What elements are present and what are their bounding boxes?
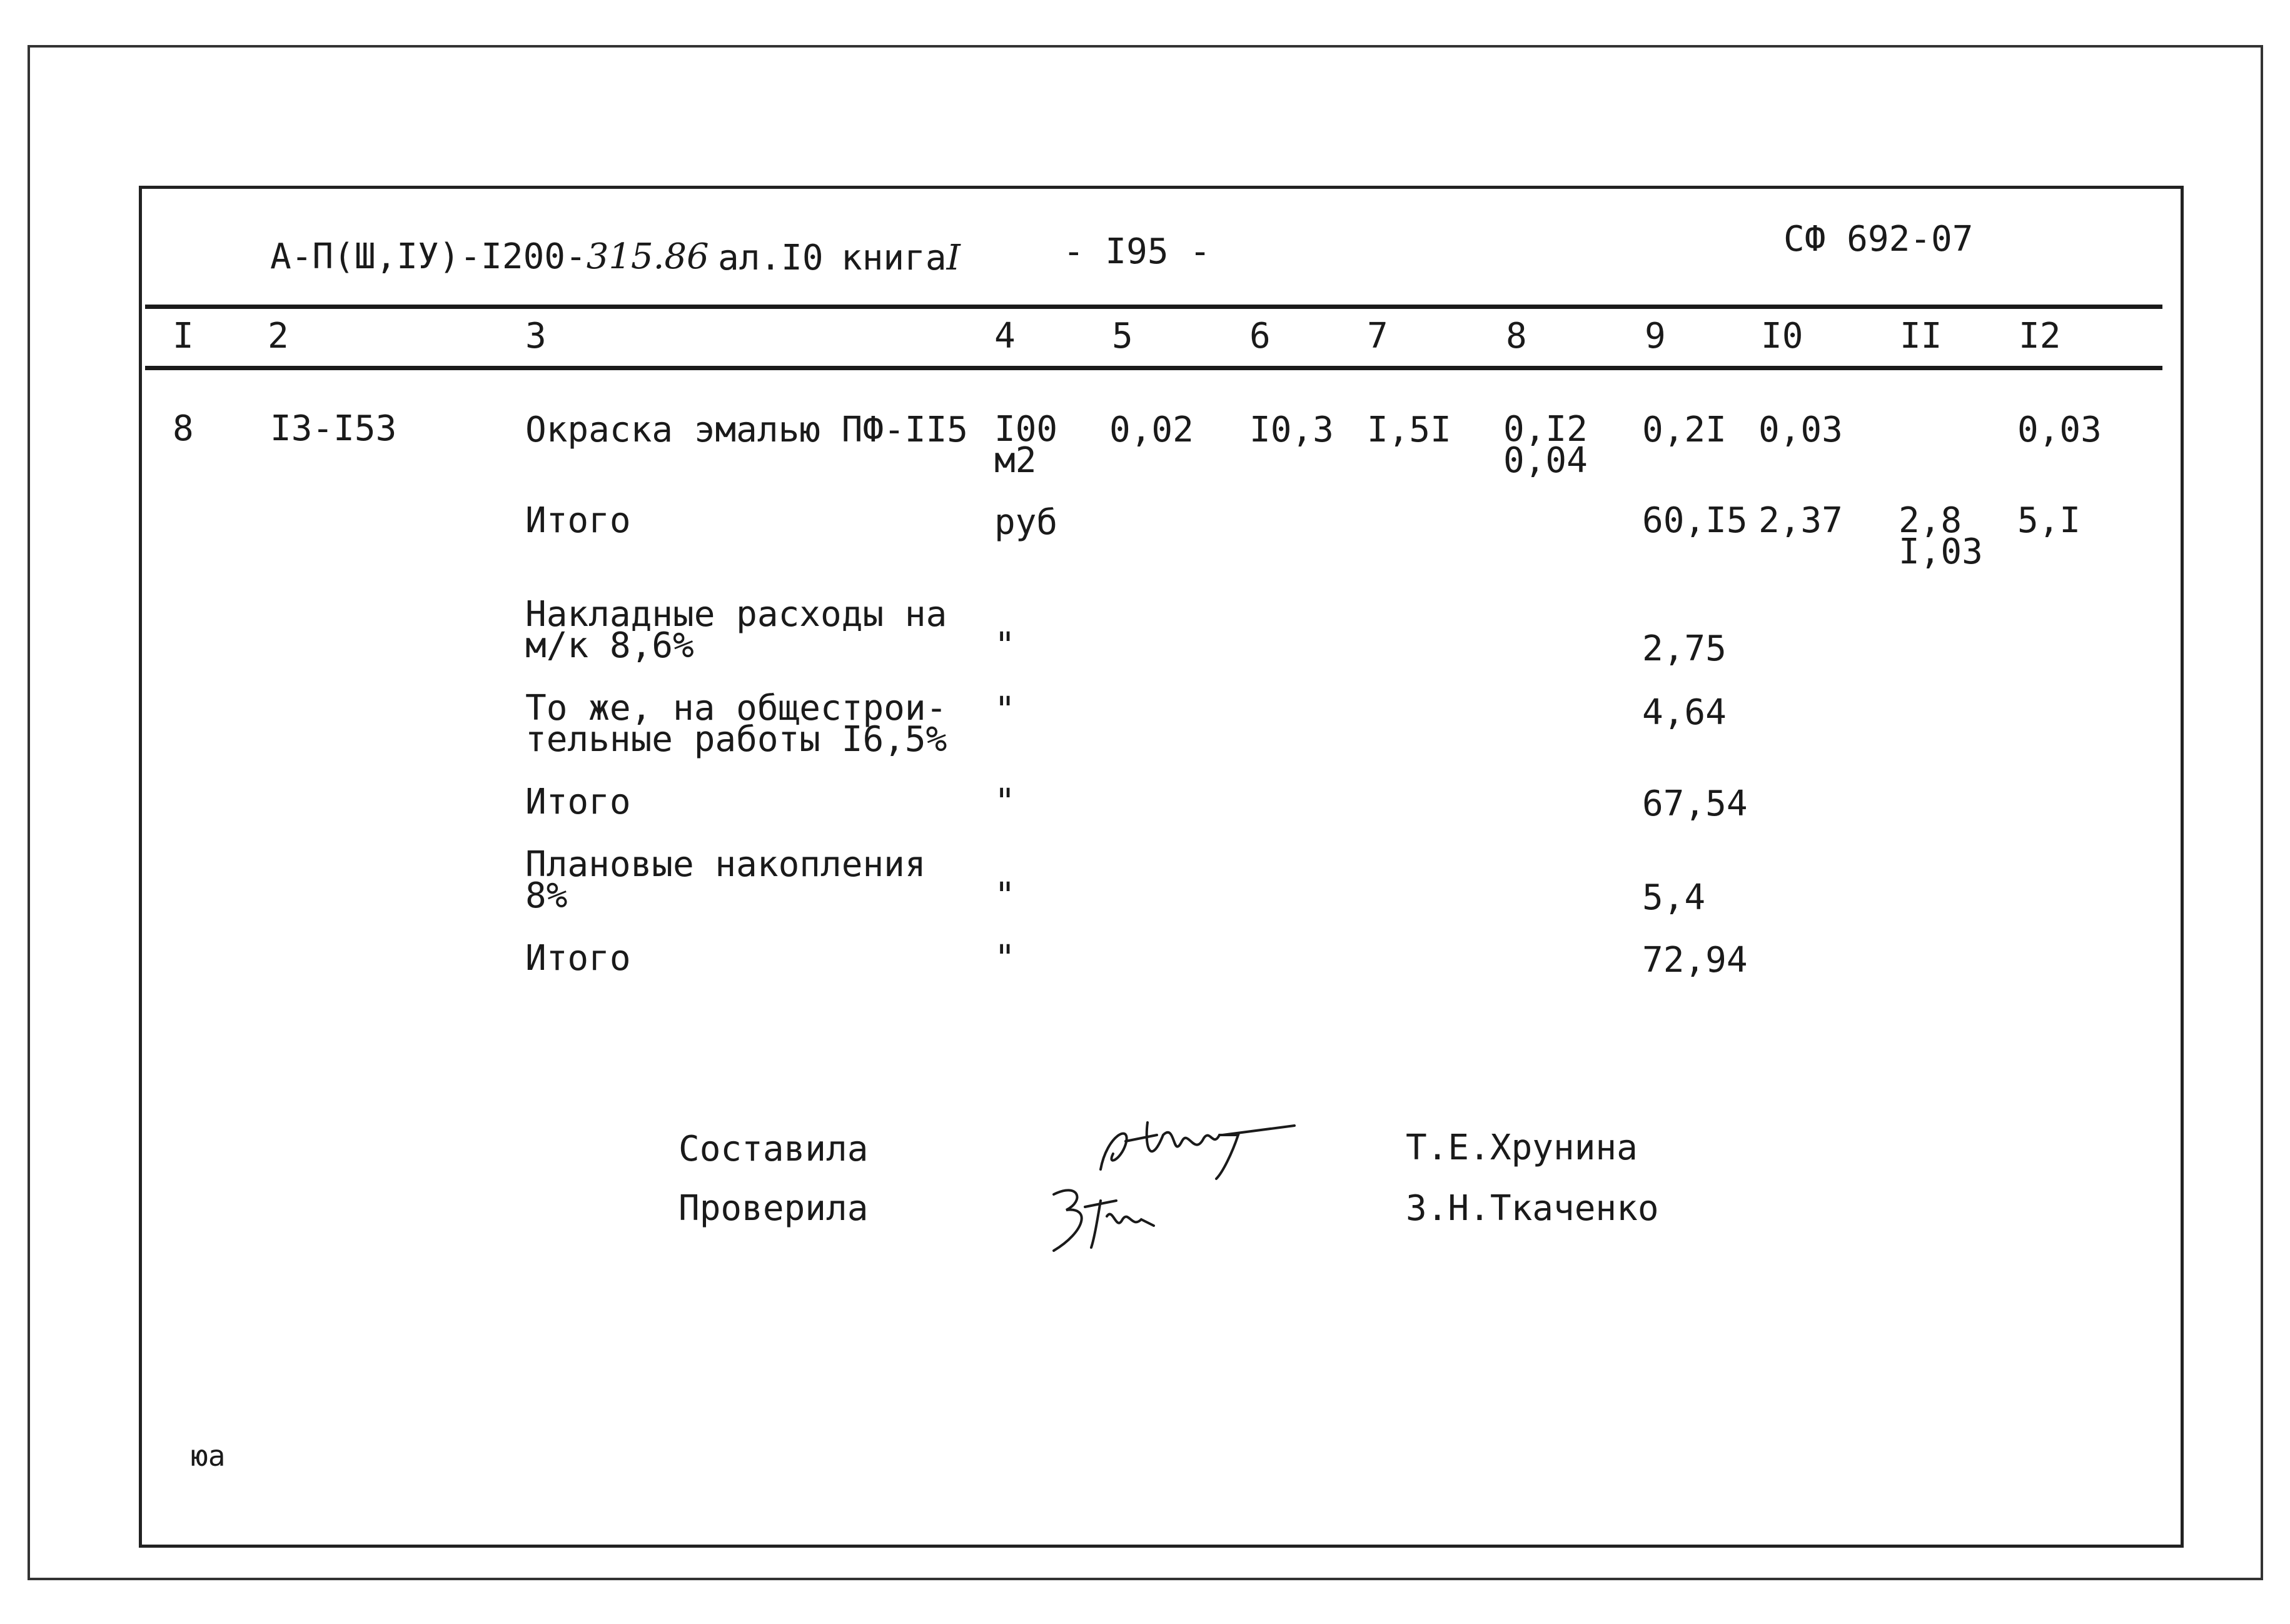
unit-line-1: I00 (994, 409, 1058, 450)
cell-col8-line-2: 0,04 (1503, 440, 1588, 481)
work-name-line-1: То же, на общестрои- (525, 688, 947, 729)
book-label: книга (841, 238, 947, 278)
work-name: Итого (525, 938, 631, 979)
unit-cell: " (994, 782, 1016, 822)
cell-col8-line-1: 0,I2 (1503, 409, 1588, 450)
header-rule-top (145, 305, 2162, 309)
book-number-handwritten: I (946, 238, 961, 278)
cell-col9: 4,64 (1642, 692, 1727, 733)
page-number: - I95 - (1063, 231, 1211, 272)
book-number (841, 238, 961, 278)
checked-by-name: З.Н.Ткаченко (1406, 1188, 1659, 1229)
col-header-6: 6 (1249, 316, 1271, 356)
col-header-2: 2 (268, 316, 289, 356)
col-header-5: 5 (1112, 316, 1133, 356)
document-code-handwritten: 315.86 (586, 236, 709, 277)
work-name: Итого (525, 500, 631, 541)
col-header-3: 3 (525, 316, 547, 356)
document-code (270, 236, 709, 277)
cell-col9: 60,I5 (1642, 500, 1748, 541)
document-stamp: СФ 692-07 (1783, 219, 1974, 260)
cell-col11-line-2: I,03 (1899, 532, 1983, 572)
signature-tkachenko (1041, 1182, 1179, 1257)
cell-col10: 2,37 (1758, 500, 1843, 541)
cell-col9: 72,94 (1642, 940, 1748, 981)
col-header-8: 8 (1506, 316, 1527, 356)
cell-col7: I,5I (1367, 410, 1451, 450)
unit-cell: " (994, 938, 1016, 979)
unit-cell: " (994, 875, 1016, 916)
work-name: Окраска эмалью ПФ-II5 (525, 410, 969, 450)
cell-col12: 5,I (2017, 500, 2081, 541)
cell-col9: 0,2I (1642, 410, 1727, 450)
unit-cell (994, 409, 1058, 481)
cell-col9: 2,75 (1642, 628, 1727, 669)
composed-by-name: Т.Е.Хрунина (1406, 1127, 1638, 1168)
work-name (525, 844, 926, 916)
work-name (525, 688, 947, 760)
work-name-line-1: Плановые накопления (525, 844, 926, 885)
unit-cell: " (994, 690, 1016, 730)
signature-khrunina (1088, 1097, 1301, 1185)
work-name-line-1: Накладные расходы на (525, 594, 947, 635)
col-header-9: 9 (1645, 316, 1666, 356)
col-header-12: I2 (2019, 316, 2061, 356)
col-header-10: I0 (1761, 316, 1803, 356)
cell-col11-line-1: 2,8 (1899, 500, 1962, 541)
work-name-line-2: 8% (525, 875, 568, 916)
cell-col10: 0,03 (1758, 410, 1843, 450)
header-rule-bottom (145, 366, 2162, 370)
checked-by-label: Проверила (678, 1188, 869, 1229)
cell-col12: 0,03 (2017, 410, 2102, 450)
work-name: Итого (525, 782, 631, 822)
col-header-7: 7 (1367, 316, 1388, 356)
footer-mark: юа (191, 1439, 226, 1473)
norm-code: I3-I53 (270, 408, 397, 449)
document-code-print: А-П(Ш,IУ)-I200- (270, 236, 587, 277)
work-name-line-2: тельные работы I6,5% (525, 719, 947, 760)
cell-col6: I0,3 (1249, 410, 1334, 450)
cell-col8 (1503, 409, 1588, 481)
unit-line-2: м2 (994, 440, 1037, 481)
unit-cell: " (994, 625, 1016, 666)
cell-col5: 0,02 (1109, 410, 1194, 450)
cell-col11 (1899, 500, 1983, 572)
cell-col9: 5,4 (1642, 877, 1706, 918)
work-name-line-2: м/к 8,6% (525, 625, 694, 666)
col-header-1: I (173, 316, 194, 356)
row-number: 8 (173, 408, 194, 449)
col-header-11: II (1900, 316, 1942, 356)
album-number: ал.I0 (718, 238, 824, 278)
cell-col9: 67,54 (1642, 784, 1748, 824)
composed-by-label: Составила (678, 1129, 869, 1169)
unit-cell: руб (994, 502, 1058, 543)
col-header-4: 4 (994, 316, 1016, 356)
inner-frame (139, 186, 2184, 1548)
work-name (525, 594, 947, 666)
